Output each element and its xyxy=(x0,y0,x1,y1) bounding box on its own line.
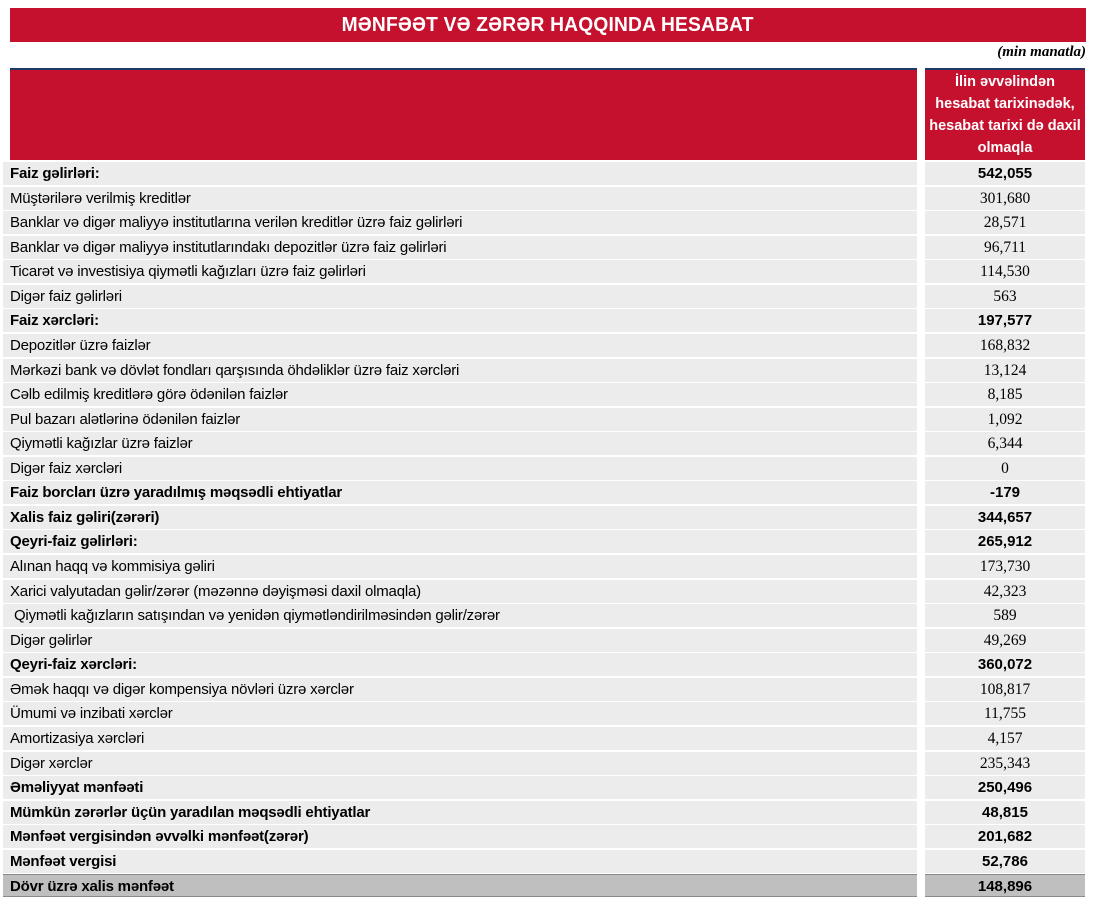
table-row xyxy=(0,506,1093,529)
table-row xyxy=(0,211,1093,234)
table-row xyxy=(0,702,1093,725)
table-row xyxy=(0,604,1093,627)
row-label: Amortizasiya xərcləri xyxy=(3,727,917,750)
row-value: 114,530 xyxy=(925,260,1085,283)
table-row xyxy=(0,752,1093,775)
row-value: 250,496 xyxy=(925,776,1085,799)
row-label: Dövr üzrə xalis mənfəət xyxy=(3,874,917,897)
table-row xyxy=(0,432,1093,455)
row-label: Digər faiz gəlirləri xyxy=(3,285,917,308)
row-value: 48,815 xyxy=(925,801,1085,824)
table-row xyxy=(0,530,1093,553)
table-row xyxy=(0,285,1093,308)
row-value: 8,185 xyxy=(925,383,1085,406)
row-value: 563 xyxy=(925,285,1085,308)
table-row xyxy=(0,309,1093,332)
row-value: 52,786 xyxy=(925,850,1085,873)
row-value: 11,755 xyxy=(925,702,1085,725)
row-value: 4,157 xyxy=(925,727,1085,750)
row-value: 96,711 xyxy=(925,236,1085,259)
row-value: 235,343 xyxy=(925,752,1085,775)
unit-note: (min manatla) xyxy=(997,44,1086,60)
table-row xyxy=(0,260,1093,283)
row-value: -179 xyxy=(925,481,1085,504)
table-row xyxy=(0,727,1093,750)
row-value: 49,269 xyxy=(925,629,1085,652)
row-label: Faiz borcları üzrə yaradılmış məqsədli ehtiyatlar xyxy=(3,481,917,504)
row-label: Mərkəzi bank və dövlət fondları qarşısında öhdəliklər üzrə faiz xərcləri xyxy=(3,359,917,382)
row-label: Xalis faiz gəliri(zərəri) xyxy=(3,506,917,529)
table-row xyxy=(0,162,1093,185)
row-value: 42,323 xyxy=(925,580,1085,603)
row-value: 148,896 xyxy=(925,874,1085,897)
row-label: Qiymətli kağızlar üzrə faizlər xyxy=(3,432,917,455)
row-label: Pul bazarı alətlərinə ödənilən faizlər xyxy=(3,408,917,431)
row-value: 360,072 xyxy=(925,653,1085,676)
table-row xyxy=(0,776,1093,799)
row-value: 6,344 xyxy=(925,432,1085,455)
row-label: Əməliyyat mənfəəti xyxy=(3,776,917,799)
table-row xyxy=(0,359,1093,382)
row-value: 344,657 xyxy=(925,506,1085,529)
row-value: 108,817 xyxy=(925,678,1085,701)
row-label: Xarici valyutadan gəlir/zərər (məzənnə dəyişməsi daxil olmaqla) xyxy=(3,580,917,603)
report-title: MƏNFƏƏT VƏ ZƏRƏR HAQQINDA HESABAT xyxy=(341,13,755,36)
row-value: 265,912 xyxy=(925,530,1085,553)
row-label: Mənfəət vergisindən əvvəlki mənfəət(zərər) xyxy=(3,825,917,848)
row-value: 168,832 xyxy=(925,334,1085,357)
table-row xyxy=(0,653,1093,676)
row-label: Banklar və digər maliyyə institutlarındakı depozitlər üzrə faiz gəlirləri xyxy=(3,236,917,259)
row-value: 13,124 xyxy=(925,359,1085,382)
row-label: Faiz gəlirləri: xyxy=(3,162,917,185)
row-label: Faiz xərcləri: xyxy=(3,309,917,332)
row-label: Ümumi və inzibati xərclər xyxy=(3,702,917,725)
report-title-band xyxy=(10,8,1086,42)
table-row xyxy=(0,408,1093,431)
table-row xyxy=(0,629,1093,652)
row-value: 173,730 xyxy=(925,555,1085,578)
row-label: Qeyri-faiz xərcləri: xyxy=(3,653,917,676)
row-label: Depozitlər üzrə faizlər xyxy=(3,334,917,357)
row-value: 1,092 xyxy=(925,408,1085,431)
table-row xyxy=(0,236,1093,259)
table-row xyxy=(0,825,1093,848)
row-label: Əmək haqqı və digər kompensiya növləri üzrə xərclər xyxy=(3,678,917,701)
row-value: 301,680 xyxy=(925,187,1085,210)
row-value: 542,055 xyxy=(925,162,1085,185)
header-value-cell: İlin əvvəlindən hesabat tarixinədək, hesabat tarixi də daxil olmaqla xyxy=(925,68,1085,160)
row-label: Cəlb edilmiş kreditlərə görə ödənilən faizlər xyxy=(3,383,917,406)
header-label-cell xyxy=(10,68,917,160)
row-label: Qiymətli kağızların satışından və yenidən qiymətləndirilməsindən gəlir/zərər xyxy=(3,604,917,627)
table-row xyxy=(0,334,1093,357)
table-row xyxy=(0,187,1093,210)
table-row xyxy=(0,801,1093,824)
table-row xyxy=(0,850,1093,873)
row-value: 589 xyxy=(925,604,1085,627)
table-row xyxy=(0,580,1093,603)
row-label: Ticarət və investisiya qiymətli kağızları üzrə faiz gəlirləri xyxy=(3,260,917,283)
table-row xyxy=(0,555,1093,578)
row-label: Alınan haqq və kommisiya gəliri xyxy=(3,555,917,578)
row-value: 201,682 xyxy=(925,825,1085,848)
row-label: Qeyri-faiz gəlirləri: xyxy=(3,530,917,553)
row-label: Digər xərclər xyxy=(3,752,917,775)
row-label: Mümkün zərərlər üçün yaradılan məqsədli ehtiyatlar xyxy=(3,801,917,824)
table-header-row xyxy=(0,68,1093,160)
row-label: Müştərilərə verilmiş kreditlər xyxy=(3,187,917,210)
row-label: Banklar və digər maliyyə institutlarına verilən kreditlər üzrə faiz gəlirləri xyxy=(3,211,917,234)
table-row xyxy=(0,383,1093,406)
row-value: 28,571 xyxy=(925,211,1085,234)
row-label: Digər gəlirlər xyxy=(3,629,917,652)
row-label: Digər faiz xərcləri xyxy=(3,457,917,480)
table-row xyxy=(0,457,1093,480)
row-label: Mənfəət vergisi xyxy=(3,850,917,873)
table-row xyxy=(0,678,1093,701)
table-row xyxy=(0,481,1093,504)
row-value: 0 xyxy=(925,457,1085,480)
row-value: 197,577 xyxy=(925,309,1085,332)
table-row xyxy=(0,874,1093,897)
table-body xyxy=(0,162,1093,897)
